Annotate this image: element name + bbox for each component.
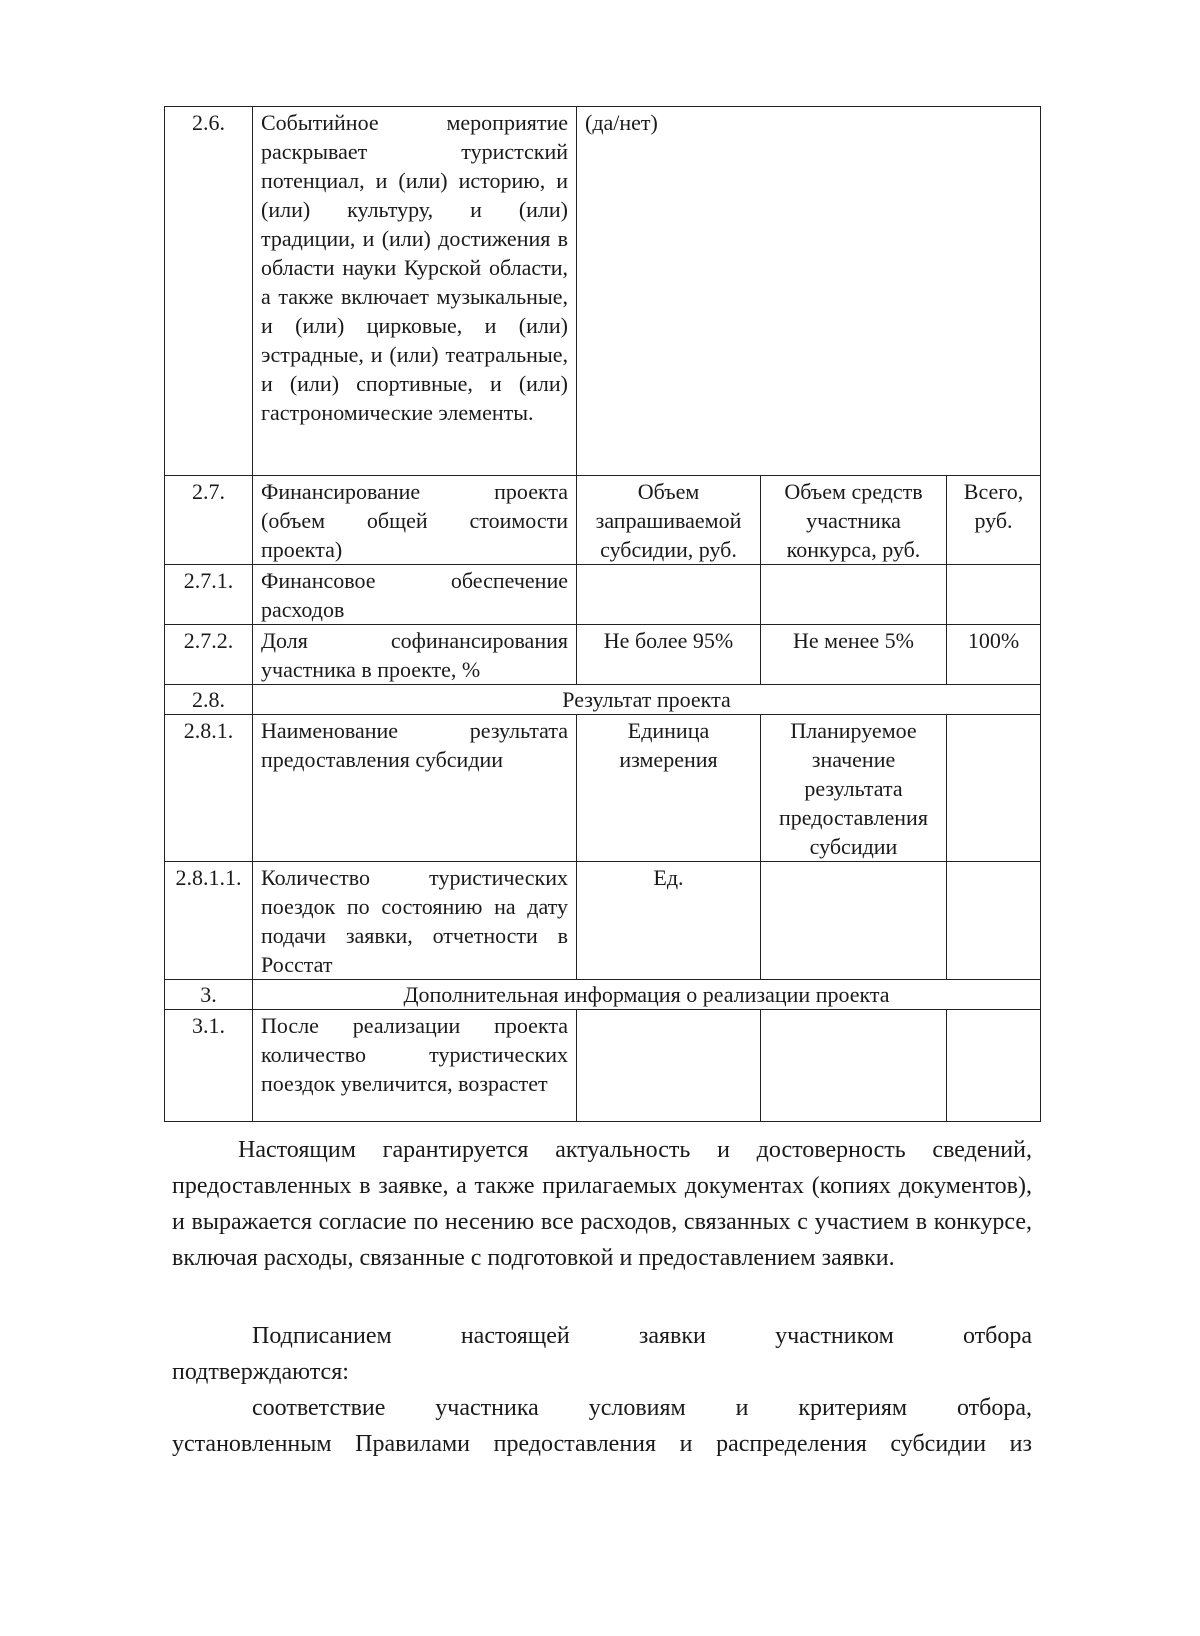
table-row <box>165 1010 1041 1122</box>
row-value: (да/нет) <box>577 107 1041 476</box>
row-description: Наименование результата предоставления субсидии <box>253 715 577 862</box>
row-description: Финансирование проекта (объем общей стоимости проекта) <box>253 476 577 565</box>
empty-cell <box>947 1010 1041 1122</box>
cofinancing-total-share: 100% <box>947 625 1041 685</box>
empty-cell <box>761 565 947 625</box>
signing-paragraph-line-1: Подписанием настоящей заявки участником отбора <box>252 1323 1032 1349</box>
empty-cell <box>947 862 1041 980</box>
table-row <box>165 625 1041 685</box>
row-description: После реализации проекта количество туристических поездок увеличится, возрастет <box>253 1010 577 1122</box>
empty-cell <box>761 1010 947 1122</box>
cofinancing-participant-share: Не менее 5% <box>761 625 947 685</box>
row-number: 3.1. <box>165 1010 253 1122</box>
row-description: Событийное мероприятие раскрывает туристский потенциал, и (или) историю, и (или) культуру, и (или) традиции, и (или) достижения в области науки Курской области, а также включает музыкальные, и (или) цирковые, и (или) эстрадные, и (или) театральные, и (или) спортивные, и (или) гастрономические элементы. <box>253 107 577 476</box>
column-header-total: Всего, руб. <box>947 476 1041 565</box>
empty-cell <box>577 1010 761 1122</box>
empty-cell <box>761 862 947 980</box>
empty-cell <box>947 565 1041 625</box>
table-row <box>165 715 1041 862</box>
row-number: 2.8.1. <box>165 715 253 862</box>
table-row <box>165 107 1041 476</box>
row-number: 2.7. <box>165 476 253 565</box>
row-description: Количество туристических поездок по состоянию на дату подачи заявки, отчетности в Росстат <box>253 862 577 980</box>
column-header-planned-value: Планируемое значение результата предоставления субсидии <box>761 715 947 862</box>
row-number: 2.7.1. <box>165 565 253 625</box>
compliance-paragraph-line-2: установленным Правилами предоставления и распределения субсидии из <box>172 1431 1032 1457</box>
signing-paragraph-line-2: подтверждаются: <box>172 1359 349 1385</box>
row-number: 2.6. <box>165 107 253 476</box>
table-row <box>165 980 1041 1010</box>
cofinancing-subsidy-share: Не более 95% <box>577 625 761 685</box>
row-number: 2.8.1.1. <box>165 862 253 980</box>
table-row <box>165 862 1041 980</box>
empty-cell <box>577 565 761 625</box>
table-row <box>165 476 1041 565</box>
row-number: 2.8. <box>165 685 253 715</box>
table-row <box>165 685 1041 715</box>
application-table <box>164 106 1041 1122</box>
column-header-unit: Единица измерения <box>577 715 761 862</box>
guarantee-paragraph: Настоящим гарантируется актуальность и достоверность сведений, предоставленных в заявке, а также прилагаемых документах (копиях документов), и выражается согласие по несению все расходов, связанных с участием в конкурсе, включая расходы, связанные с подготовкой и предоставлением заявки. <box>172 1137 1032 1271</box>
row-description: Доля софинансирования участника в проекте, % <box>253 625 577 685</box>
row-number: 2.7.2. <box>165 625 253 685</box>
compliance-paragraph-line-1: соответствие участника условиям и критериям отбора, <box>252 1395 1032 1421</box>
section-title: Результат проекта <box>253 685 1041 715</box>
row-description: Финансовое обеспечение расходов <box>253 565 577 625</box>
table-row <box>165 565 1041 625</box>
row-number: 3. <box>165 980 253 1010</box>
section-title: Дополнительная информация о реализации проекта <box>253 980 1041 1010</box>
column-header-requested-subsidy: Объем запрашиваемой субсидии, руб. <box>577 476 761 565</box>
unit-value: Ед. <box>577 862 761 980</box>
empty-cell <box>947 715 1041 862</box>
column-header-participant-funds: Объем средств участника конкурса, руб. <box>761 476 947 565</box>
